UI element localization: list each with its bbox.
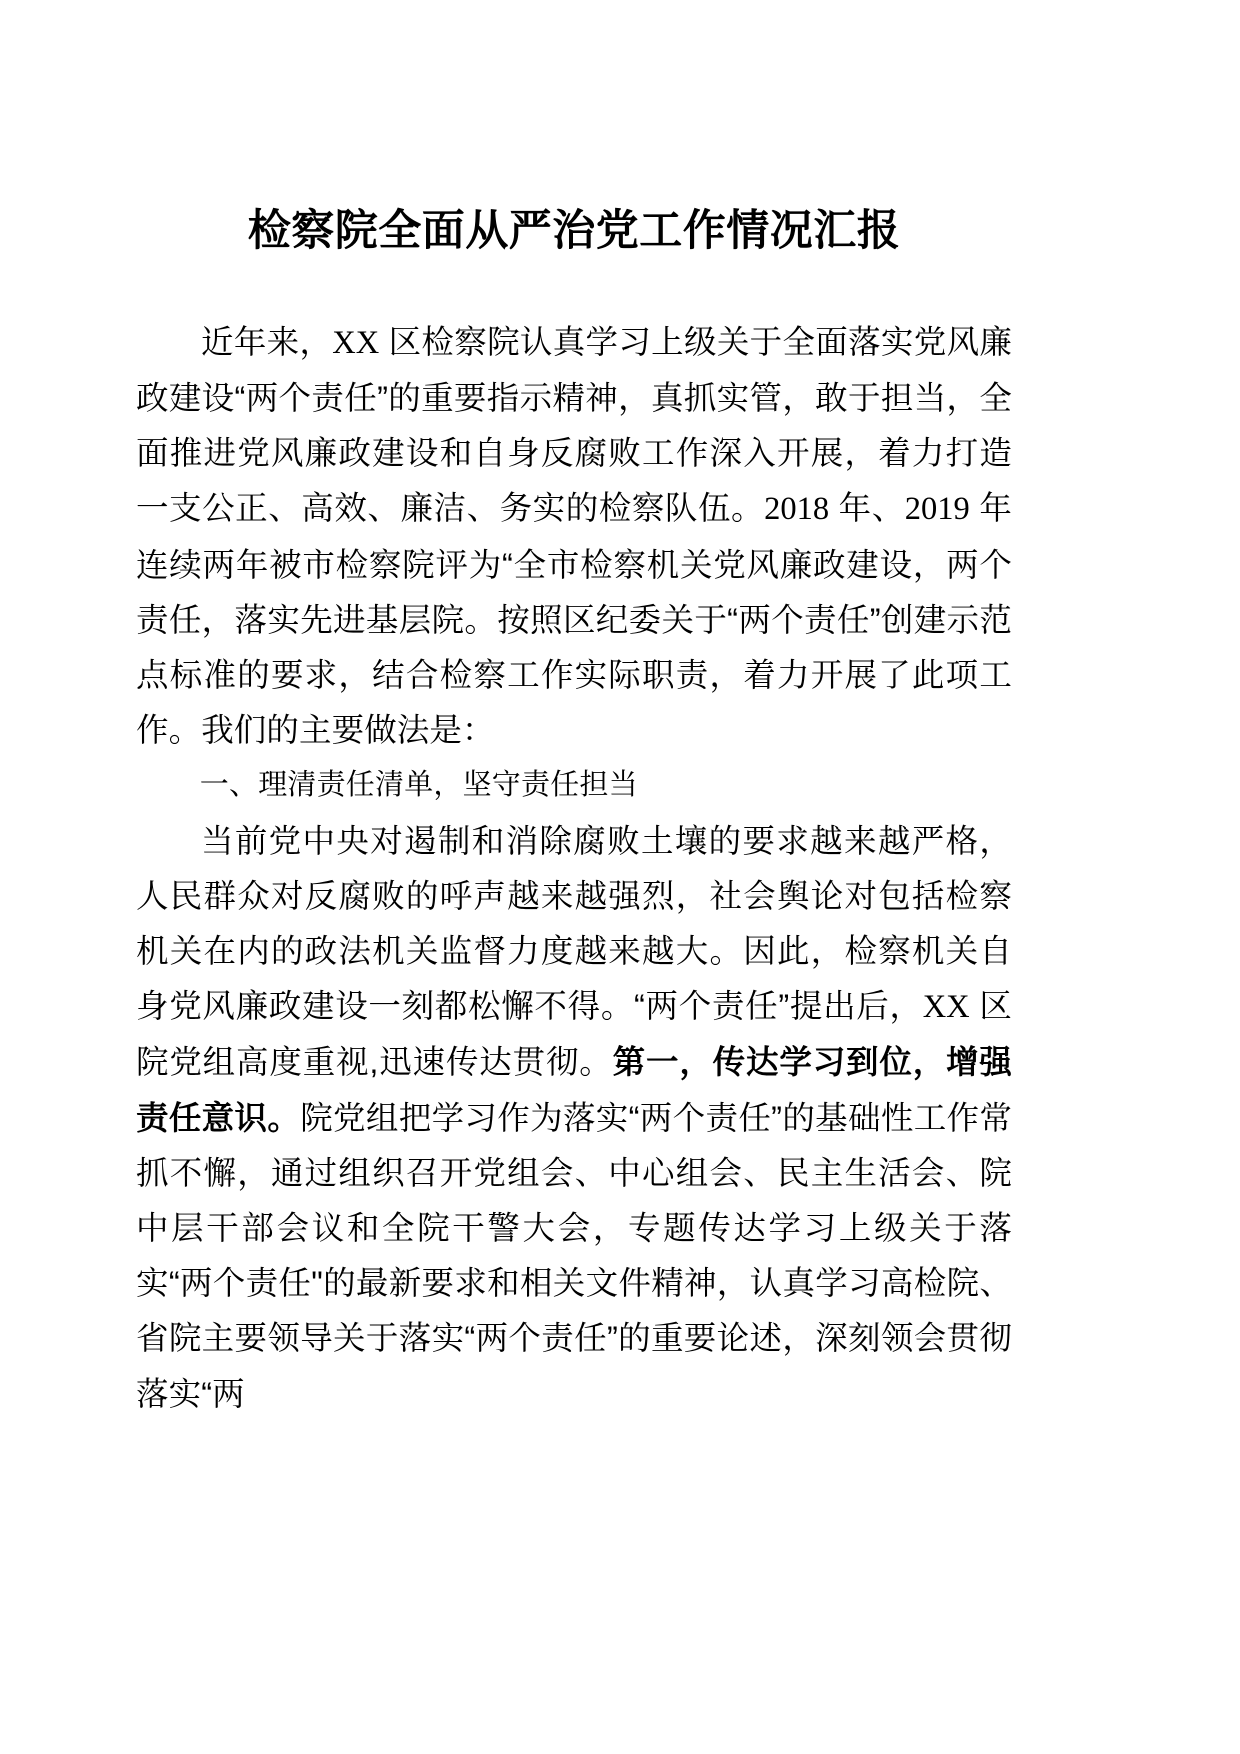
text-run-bold-emphasis: 第一，传达学习到位，增强责任意识。 — [136, 1044, 1013, 1136]
text-run-normal-tail: 院党组把学习作为落实“两个责任”的基础性工作常抓不懈，通过组织召开党组会、中心组会、民主生活会、院中层干部会议和全院干警大会，专题传达学习上级关于落实“两个责任"的最新要求和相关文件精神，认真学习高检院、省院主要领导关于落实“两个责任”的重要论述，深刻领会贯彻落实“两 — [136, 1099, 1012, 1412]
document-content — [136, 0, 1012, 1422]
latin-text-run: XX — [332, 324, 380, 361]
page-title: 检察院全面从严治党工作情况汇报 — [247, 207, 901, 255]
latin-text-run: 2019 — [904, 491, 970, 528]
text-run-normal-lead: 当前党中央对遏制和消除腐败土壤的要求越来越严格，人民群众对反腐败的呼声越来越强烈，社会舆论对包括检察机关在内的政法机关监督力度越来越大。因此，检察机关自身党风廉政建设一刻都松懈不得。“两个责任”提出后，XX 区院党组高度重视,迅速传达贯彻。 — [136, 822, 1012, 1081]
latin-text-run: XX — [922, 989, 970, 1026]
section-heading-one: 一、理清责任清单，坚守责任担当 — [199, 769, 638, 802]
paragraph-section-one-body — [136, 814, 1012, 1422]
latin-text-run: 2018 — [764, 491, 830, 528]
paragraph-intro: 近年来，XX 区检察院认真学习上级关于全面落实党风廉政建设“两个责任”的重要指示精神，真抓实管，敢于担当，全面推进党风廉政建设和自身反腐败工作深入开展，着力打造一支公正、高效、廉洁、务实的检察队伍。2018 年、2019 年连续两年被市检察院评为“全市检察机关党风廉政建设，两个责任，落实先进基层院。按照区纪委关于“两个责任”创建示范点标准的要求，结合检察工作实际职责，着力开展了此项工作。我们的主要做法是： — [136, 323, 1013, 749]
